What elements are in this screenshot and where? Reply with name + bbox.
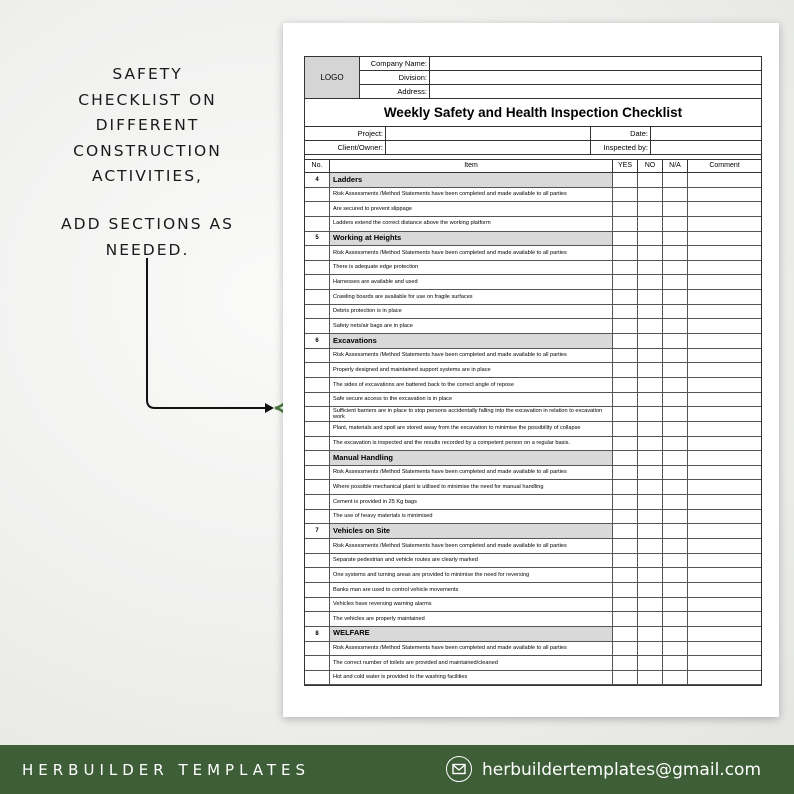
yes-cell[interactable]: [613, 217, 638, 232]
comment-cell[interactable]: [688, 305, 761, 320]
checklist-row: [305, 466, 761, 481]
item-text: The use of heavy materials is minimised: [330, 510, 613, 525]
no-cell[interactable]: [638, 407, 663, 422]
item-text: Sufficient barriers are in place to stop persons accidentally falling into the excavation in relation to excavation work: [330, 407, 613, 422]
comment-cell[interactable]: [688, 173, 761, 188]
yes-cell[interactable]: [613, 627, 638, 642]
comment-cell[interactable]: [688, 261, 761, 276]
na-cell[interactable]: [663, 407, 688, 422]
checklist-row: [305, 217, 761, 232]
item-text: Properly designed and maintained support systems are in place: [330, 363, 613, 378]
yes-cell[interactable]: [613, 246, 638, 261]
brand-name: HERBUILDER TEMPLATES: [22, 761, 311, 779]
item-text: The sides of excavations are battered back to the correct angle of repose: [330, 378, 613, 393]
item-text: Risk Assessments /Method Statements have been completed and made available to all parties: [330, 539, 613, 554]
item-text: Harnesses are available and used: [330, 275, 613, 290]
na-cell[interactable]: [663, 495, 688, 510]
comment-cell[interactable]: [688, 656, 761, 671]
col-no: No.: [305, 160, 330, 172]
no-cell[interactable]: [638, 349, 663, 364]
yes-cell[interactable]: [613, 349, 638, 364]
item-text: The excavation is inspected and the results recorded by a competent person on a regular basis.: [330, 437, 613, 452]
na-cell[interactable]: [663, 305, 688, 320]
checklist-row: [305, 188, 761, 203]
comment-cell[interactable]: [688, 510, 761, 525]
no-cell[interactable]: [638, 598, 663, 613]
checklist-rows: [304, 173, 762, 686]
row-number: [305, 319, 330, 334]
comment-cell[interactable]: [688, 217, 761, 232]
section-title: Manual Handling: [330, 451, 613, 466]
yes-cell[interactable]: [613, 671, 638, 686]
no-cell[interactable]: [638, 539, 663, 554]
comment-cell[interactable]: [688, 539, 761, 554]
row-number: [305, 275, 330, 290]
na-cell[interactable]: [663, 319, 688, 334]
logo-placeholder: LOGO: [305, 57, 360, 98]
col-yes: YES: [613, 160, 638, 172]
section-row: [305, 524, 761, 539]
no-cell[interactable]: [638, 583, 663, 598]
comment-cell[interactable]: [688, 451, 761, 466]
no-cell[interactable]: [638, 568, 663, 583]
yes-cell[interactable]: [613, 261, 638, 276]
comment-cell[interactable]: [688, 393, 761, 408]
no-cell[interactable]: [638, 378, 663, 393]
item-text: One systems and turning areas are provided to minimise the need for reversing: [330, 568, 613, 583]
address-label: Address:: [360, 85, 430, 98]
comment-cell[interactable]: [688, 671, 761, 686]
yes-cell[interactable]: [613, 451, 638, 466]
checklist-row: [305, 510, 761, 525]
na-cell[interactable]: [663, 524, 688, 539]
division-field[interactable]: [430, 71, 761, 85]
row-number: [305, 305, 330, 320]
no-cell[interactable]: [638, 305, 663, 320]
row-number: 8: [305, 627, 330, 642]
na-cell[interactable]: [663, 334, 688, 349]
no-cell[interactable]: [638, 422, 663, 437]
na-cell[interactable]: [663, 232, 688, 247]
checklist-row: [305, 319, 761, 334]
item-text: Risk Assessments /Method Statements have been completed and made available to all parties: [330, 188, 613, 203]
comment-cell[interactable]: [688, 466, 761, 481]
na-cell[interactable]: [663, 422, 688, 437]
item-text: Safe secure access to the excavation is in place: [330, 393, 613, 408]
row-number: 6: [305, 334, 330, 349]
na-cell[interactable]: [663, 627, 688, 642]
callout-line: NEEDED.: [105, 240, 190, 259]
document-title: Weekly Safety and Health Inspection Checklist: [304, 99, 762, 127]
checklist-row: [305, 246, 761, 261]
row-number: 7: [305, 524, 330, 539]
item-text: Risk Assessments /Method Statements have been completed and made available to all parties: [330, 466, 613, 481]
row-number: [305, 188, 330, 203]
no-cell[interactable]: [638, 290, 663, 305]
na-cell[interactable]: [663, 437, 688, 452]
checklist-row: [305, 612, 761, 627]
client-label: Client/Owner:: [305, 141, 386, 154]
comment-cell[interactable]: [688, 524, 761, 539]
na-cell[interactable]: [663, 363, 688, 378]
division-label: Division:: [360, 71, 430, 85]
comment-cell[interactable]: [688, 319, 761, 334]
na-cell[interactable]: [663, 217, 688, 232]
comment-cell[interactable]: [688, 495, 761, 510]
callout-line: ADD SECTIONS AS: [61, 215, 234, 233]
contact-email[interactable]: herbuildertemplates@gmail.com: [482, 760, 761, 780]
item-text: Risk Assessments /Method Statements have been completed and made available to all parties: [330, 349, 613, 364]
item-text: Cement is provided in 25 Kg bags: [330, 495, 613, 510]
row-number: [305, 363, 330, 378]
client-field[interactable]: [386, 141, 591, 154]
comment-cell[interactable]: [688, 188, 761, 203]
no-cell[interactable]: [638, 612, 663, 627]
yes-cell[interactable]: [613, 275, 638, 290]
yes-cell[interactable]: [613, 568, 638, 583]
yes-cell[interactable]: [613, 407, 638, 422]
no-cell[interactable]: [638, 451, 663, 466]
item-text: The vehicles are properly maintained: [330, 612, 613, 627]
comment-cell[interactable]: [688, 568, 761, 583]
item-text: There is adequate edge protection: [330, 261, 613, 276]
row-number: [305, 466, 330, 481]
inspected-by-field[interactable]: [651, 141, 761, 154]
no-cell[interactable]: [638, 524, 663, 539]
row-number: [305, 539, 330, 554]
no-cell[interactable]: [638, 232, 663, 247]
yes-cell[interactable]: [613, 539, 638, 554]
na-cell[interactable]: [663, 393, 688, 408]
item-text: Vehicles have reversing warning alarms: [330, 598, 613, 613]
section-row: [305, 451, 761, 466]
checklist-row: [305, 656, 761, 671]
checklist-row: [305, 422, 761, 437]
row-number: [305, 290, 330, 305]
checklist-row: [305, 554, 761, 569]
row-number: [305, 510, 330, 525]
section-title: Excavations: [330, 334, 613, 349]
checklist-row: [305, 568, 761, 583]
yes-cell[interactable]: [613, 393, 638, 408]
checklist-row: [305, 363, 761, 378]
no-cell[interactable]: [638, 173, 663, 188]
checklist-row: [305, 378, 761, 393]
section-title: Vehicles on Site: [330, 524, 613, 539]
callout-line: CHECKLIST ON: [78, 90, 217, 109]
row-number: [305, 598, 330, 613]
date-label: Date:: [591, 127, 651, 141]
no-cell[interactable]: [638, 480, 663, 495]
row-number: [305, 480, 330, 495]
comment-cell[interactable]: [688, 363, 761, 378]
col-comment: Comment: [709, 162, 740, 169]
row-number: [305, 612, 330, 627]
na-cell[interactable]: [663, 290, 688, 305]
section-row: [305, 173, 761, 188]
no-cell[interactable]: [638, 188, 663, 203]
yes-cell[interactable]: [613, 422, 638, 437]
section-title: Ladders: [330, 173, 613, 188]
no-cell[interactable]: [638, 334, 663, 349]
item-text: Are secured to prevent slippage: [330, 202, 613, 217]
na-cell[interactable]: [663, 246, 688, 261]
comment-cell[interactable]: [688, 246, 761, 261]
comment-cell[interactable]: [688, 437, 761, 452]
no-cell[interactable]: [638, 437, 663, 452]
footer-bar: [0, 745, 794, 794]
checklist-sheet: [283, 23, 779, 717]
no-cell[interactable]: [638, 554, 663, 569]
yes-cell[interactable]: [613, 334, 638, 349]
item-text: Banks man are used to control vehicle movements: [330, 583, 613, 598]
checklist-table: [304, 56, 762, 686]
no-cell[interactable]: [638, 627, 663, 642]
checklist-row: [305, 202, 761, 217]
col-na: N/A: [663, 160, 688, 172]
yes-cell[interactable]: [613, 437, 638, 452]
yes-cell[interactable]: [613, 656, 638, 671]
row-number: [305, 554, 330, 569]
yes-cell[interactable]: [613, 173, 638, 188]
checklist-row: [305, 275, 761, 290]
checklist-row: [305, 393, 761, 408]
yes-cell[interactable]: [613, 305, 638, 320]
row-number: [305, 378, 330, 393]
callout-line: ACTIVITIES,: [92, 167, 203, 185]
no-cell[interactable]: [638, 363, 663, 378]
checklist-row: [305, 583, 761, 598]
checklist-row: [305, 671, 761, 686]
company-header: [304, 56, 762, 99]
row-number: 5: [305, 232, 330, 247]
na-cell[interactable]: [663, 275, 688, 290]
row-number: [305, 451, 330, 466]
na-cell[interactable]: [663, 656, 688, 671]
inspected-by-label: Inspected by:: [591, 141, 651, 154]
callout-line: CONSTRUCTION: [73, 141, 222, 160]
col-item: Item: [330, 160, 613, 172]
no-cell[interactable]: [638, 671, 663, 686]
checklist-row: [305, 305, 761, 320]
mail-icon: [446, 756, 472, 782]
comment-cell[interactable]: [688, 480, 761, 495]
na-cell[interactable]: [663, 261, 688, 276]
yes-cell[interactable]: [613, 466, 638, 481]
comment-cell[interactable]: [688, 627, 761, 642]
na-cell[interactable]: [663, 510, 688, 525]
no-cell[interactable]: [638, 466, 663, 481]
no-cell[interactable]: [638, 261, 663, 276]
yes-cell[interactable]: [613, 583, 638, 598]
checklist-row: [305, 437, 761, 452]
comment-cell[interactable]: [688, 422, 761, 437]
yes-cell[interactable]: [613, 363, 638, 378]
row-number: [305, 437, 330, 452]
row-number: [305, 422, 330, 437]
no-cell[interactable]: [638, 510, 663, 525]
yes-cell[interactable]: [613, 319, 638, 334]
row-number: [305, 407, 330, 422]
item-text: Risk Assessments /Method Statements have been completed and made available to all parties: [330, 642, 613, 657]
company-name-field[interactable]: [430, 57, 761, 71]
comment-cell[interactable]: [688, 275, 761, 290]
yes-cell[interactable]: [613, 378, 638, 393]
checklist-row: [305, 290, 761, 305]
row-number: [305, 568, 330, 583]
yes-cell[interactable]: [613, 598, 638, 613]
comment-cell[interactable]: [688, 612, 761, 627]
comment-cell[interactable]: [688, 378, 761, 393]
yes-cell[interactable]: [613, 188, 638, 203]
item-text: Risk Assessments /Method Statements have been completed and made available to all parties: [330, 246, 613, 261]
na-cell[interactable]: [663, 466, 688, 481]
yes-cell[interactable]: [613, 642, 638, 657]
item-text: Ladders extend the correct distance above the working platform: [330, 217, 613, 232]
na-cell[interactable]: [663, 451, 688, 466]
checklist-row: [305, 598, 761, 613]
yes-cell[interactable]: [613, 554, 638, 569]
item-text: Debris protection is in place: [330, 305, 613, 320]
yes-cell[interactable]: [613, 495, 638, 510]
comment-cell[interactable]: [688, 554, 761, 569]
col-no-answer: NO: [638, 160, 663, 172]
project-label: Project:: [305, 127, 386, 141]
item-text: Where possible mechanical plant is utilised to minimise the need for manual handling: [330, 480, 613, 495]
na-cell[interactable]: [663, 480, 688, 495]
section-row: [305, 232, 761, 247]
yes-cell[interactable]: [613, 612, 638, 627]
checklist-row: [305, 539, 761, 554]
na-cell[interactable]: [663, 642, 688, 657]
comment-cell[interactable]: [688, 407, 761, 422]
comment-cell[interactable]: [688, 232, 761, 247]
row-number: 4: [305, 173, 330, 188]
na-cell[interactable]: [663, 173, 688, 188]
na-cell[interactable]: [663, 202, 688, 217]
no-cell[interactable]: [638, 393, 663, 408]
no-cell[interactable]: [638, 246, 663, 261]
comment-cell[interactable]: [688, 334, 761, 349]
row-number: [305, 202, 330, 217]
no-cell[interactable]: [638, 217, 663, 232]
no-cell[interactable]: [638, 642, 663, 657]
checklist-row: [305, 480, 761, 495]
na-cell[interactable]: [663, 188, 688, 203]
na-cell[interactable]: [663, 349, 688, 364]
row-number: [305, 393, 330, 408]
item-text: The correct number of toilets are provided and maintained/cleaned: [330, 656, 613, 671]
no-cell[interactable]: [638, 656, 663, 671]
na-cell[interactable]: [663, 568, 688, 583]
comment-cell[interactable]: [688, 349, 761, 364]
section-title: WELFARE: [330, 627, 613, 642]
yes-cell[interactable]: [613, 524, 638, 539]
section-row: [305, 627, 761, 642]
comment-cell[interactable]: [688, 202, 761, 217]
no-cell[interactable]: [638, 495, 663, 510]
na-cell[interactable]: [663, 554, 688, 569]
project-meta: [304, 127, 762, 155]
row-number: [305, 217, 330, 232]
yes-cell[interactable]: [613, 480, 638, 495]
row-number: [305, 246, 330, 261]
comment-cell[interactable]: [688, 642, 761, 657]
checklist-row: [305, 349, 761, 364]
checklist-row: [305, 261, 761, 276]
comment-cell[interactable]: [688, 598, 761, 613]
row-number: [305, 656, 330, 671]
item-text: Safety nets/air bags are in place: [330, 319, 613, 334]
na-cell[interactable]: [663, 612, 688, 627]
callout-line: DIFFERENT: [95, 116, 200, 134]
column-headers: [304, 159, 762, 173]
row-number: [305, 583, 330, 598]
na-cell[interactable]: [663, 671, 688, 686]
na-cell[interactable]: [663, 539, 688, 554]
date-field[interactable]: [651, 127, 761, 141]
yes-cell[interactable]: [613, 202, 638, 217]
no-cell[interactable]: [638, 275, 663, 290]
na-cell[interactable]: [663, 598, 688, 613]
checklist-row: [305, 642, 761, 657]
checklist-row: [305, 495, 761, 510]
row-number: [305, 495, 330, 510]
address-field[interactable]: [430, 85, 761, 98]
item-text: Hot and cold water is provided to the washing facilities: [330, 671, 613, 686]
na-cell[interactable]: [663, 378, 688, 393]
checklist-row: [305, 407, 761, 422]
comment-cell[interactable]: [688, 583, 761, 598]
row-number: [305, 642, 330, 657]
yes-cell[interactable]: [613, 510, 638, 525]
callout-line: SAFETY: [112, 65, 183, 83]
row-number: [305, 671, 330, 686]
no-cell[interactable]: [638, 319, 663, 334]
comment-cell[interactable]: [688, 290, 761, 305]
item-text: Crawling boards are available for use on fragile surfaces: [330, 290, 613, 305]
row-number: [305, 261, 330, 276]
yes-cell[interactable]: [613, 290, 638, 305]
yes-cell[interactable]: [613, 232, 638, 247]
section-row: [305, 334, 761, 349]
item-text: Plant, materials and spoil are stored away from the excavation to minimise the possibility of collapse: [330, 422, 613, 437]
na-cell[interactable]: [663, 583, 688, 598]
company-name-label: Company Name:: [360, 57, 430, 71]
row-number: [305, 349, 330, 364]
item-text: Separate pedestrian and vehicle routes are clearly marked: [330, 554, 613, 569]
no-cell[interactable]: [638, 202, 663, 217]
project-field[interactable]: [386, 127, 591, 141]
section-title: Working at Heights: [330, 232, 613, 247]
